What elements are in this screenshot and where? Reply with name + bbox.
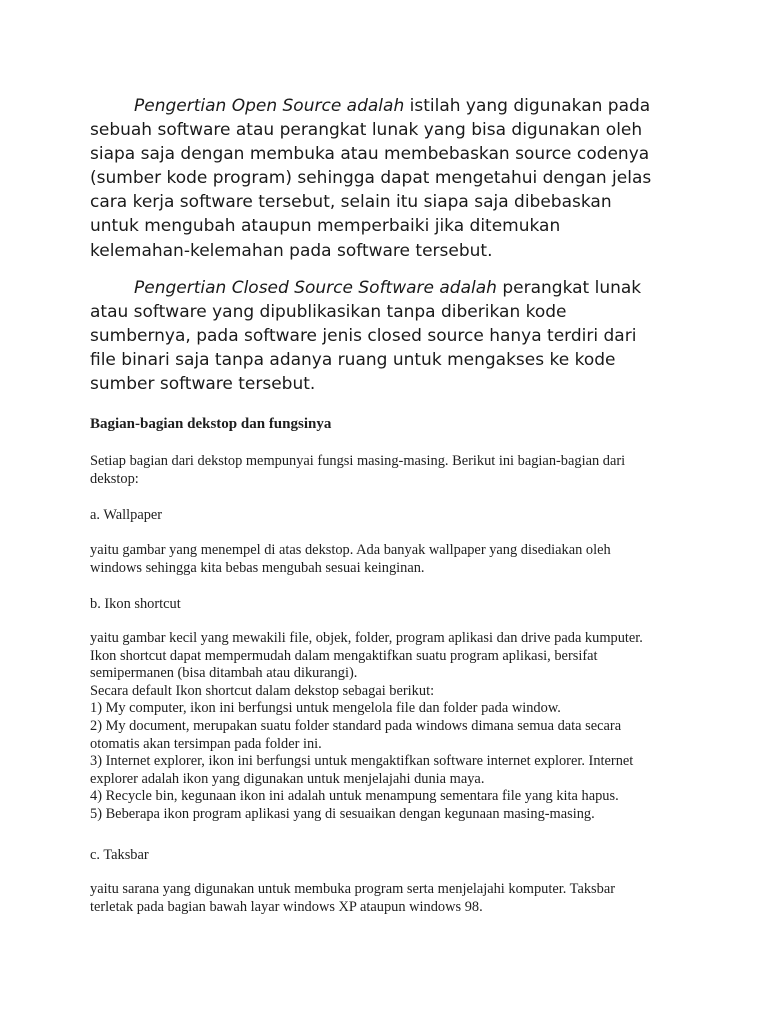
wallpaper-description: yaitu gambar yang menempel di atas dekstop. Ada banyak wallpaper yang disediakan oleh windows sehingga kita bebas mengubah sesuai keinginan.	[90, 542, 611, 576]
wallpaper-title: a. Wallpaper	[90, 507, 163, 523]
closed-source-paragraph: Pengertian Closed Source Software adalah perangkat lunak atau software yang dipublikasikan tanpa diberikan kode sumbernya, pada software jenis closed source hanya terdiri dari file binari saja tanpa adanya ruang untuk mengakses ke kode sumber software tersebut.	[90, 278, 642, 395]
open-source-paragraph: Pengertian Open Source adalah istilah yang digunakan pada sebuah software atau perangkat lunak yang bisa digunakan oleh siapa saja dengan membuka atau membebaskan source codenya (sumber kode program) sehingga dapat mengetahui dengan jelas cara kerja software tersebut, selain itu siapa saja dibebaskan untuk mengubah ataupun memperbaiki jika ditemukan kelemahan-kelemahan pada software tersebut.	[90, 96, 652, 261]
open-source-italic-lead: Pengertian Open Source adalah	[134, 96, 405, 116]
closed-source-italic-lead: Pengertian Closed Source Software adalah	[134, 278, 497, 298]
shortcut-description: yaitu gambar kecil yang mewakili file, objek, folder, program aplikasi dan drive pada kumputer. Ikon shortcut dapat mempermudah dalam mengaktifkan suatu program aplikasi, bersifat semipermanen (bisa ditambah atau dikurangi). Secara default Ikon shortcut dalam dekstop sebagai berikut: 1) My computer, ikon ini berfungsi untuk mengelola file dan folder pada window. 2) My document, merupakan suatu folder standard pada windows dimana semua data secara otomatis akan tersimpan pada folder ini. 3) Internet explorer, ikon ini berfungsi untuk mengaktifkan software internet explorer. Internet explorer adalah ikon yang digunakan untuk menjelajahi dunia maya. 4) Recycle bin, kegunaan ikon ini adalah untuk menampung sementara file yang kita hapus. 5) Beberapa ikon program aplikasi yang di sesuaikan dengan kegunaan masing-masing.	[90, 630, 643, 822]
section-heading: Bagian-bagian dekstop dan fungsinya	[90, 416, 332, 432]
shortcut-title: b. Ikon shortcut	[90, 596, 181, 612]
taskbar-description: yaitu sarana yang digunakan untuk membuka program serta menjelajahi komputer. Taksbar terletak pada bagian bawah layar windows XP ataupun windows 98.	[90, 881, 616, 915]
section-intro: Setiap bagian dari dekstop mempunyai fungsi masing-masing. Berikut ini bagian-bagian dari dekstop:	[90, 453, 626, 487]
taskbar-title: c. Taksbar	[90, 847, 149, 863]
